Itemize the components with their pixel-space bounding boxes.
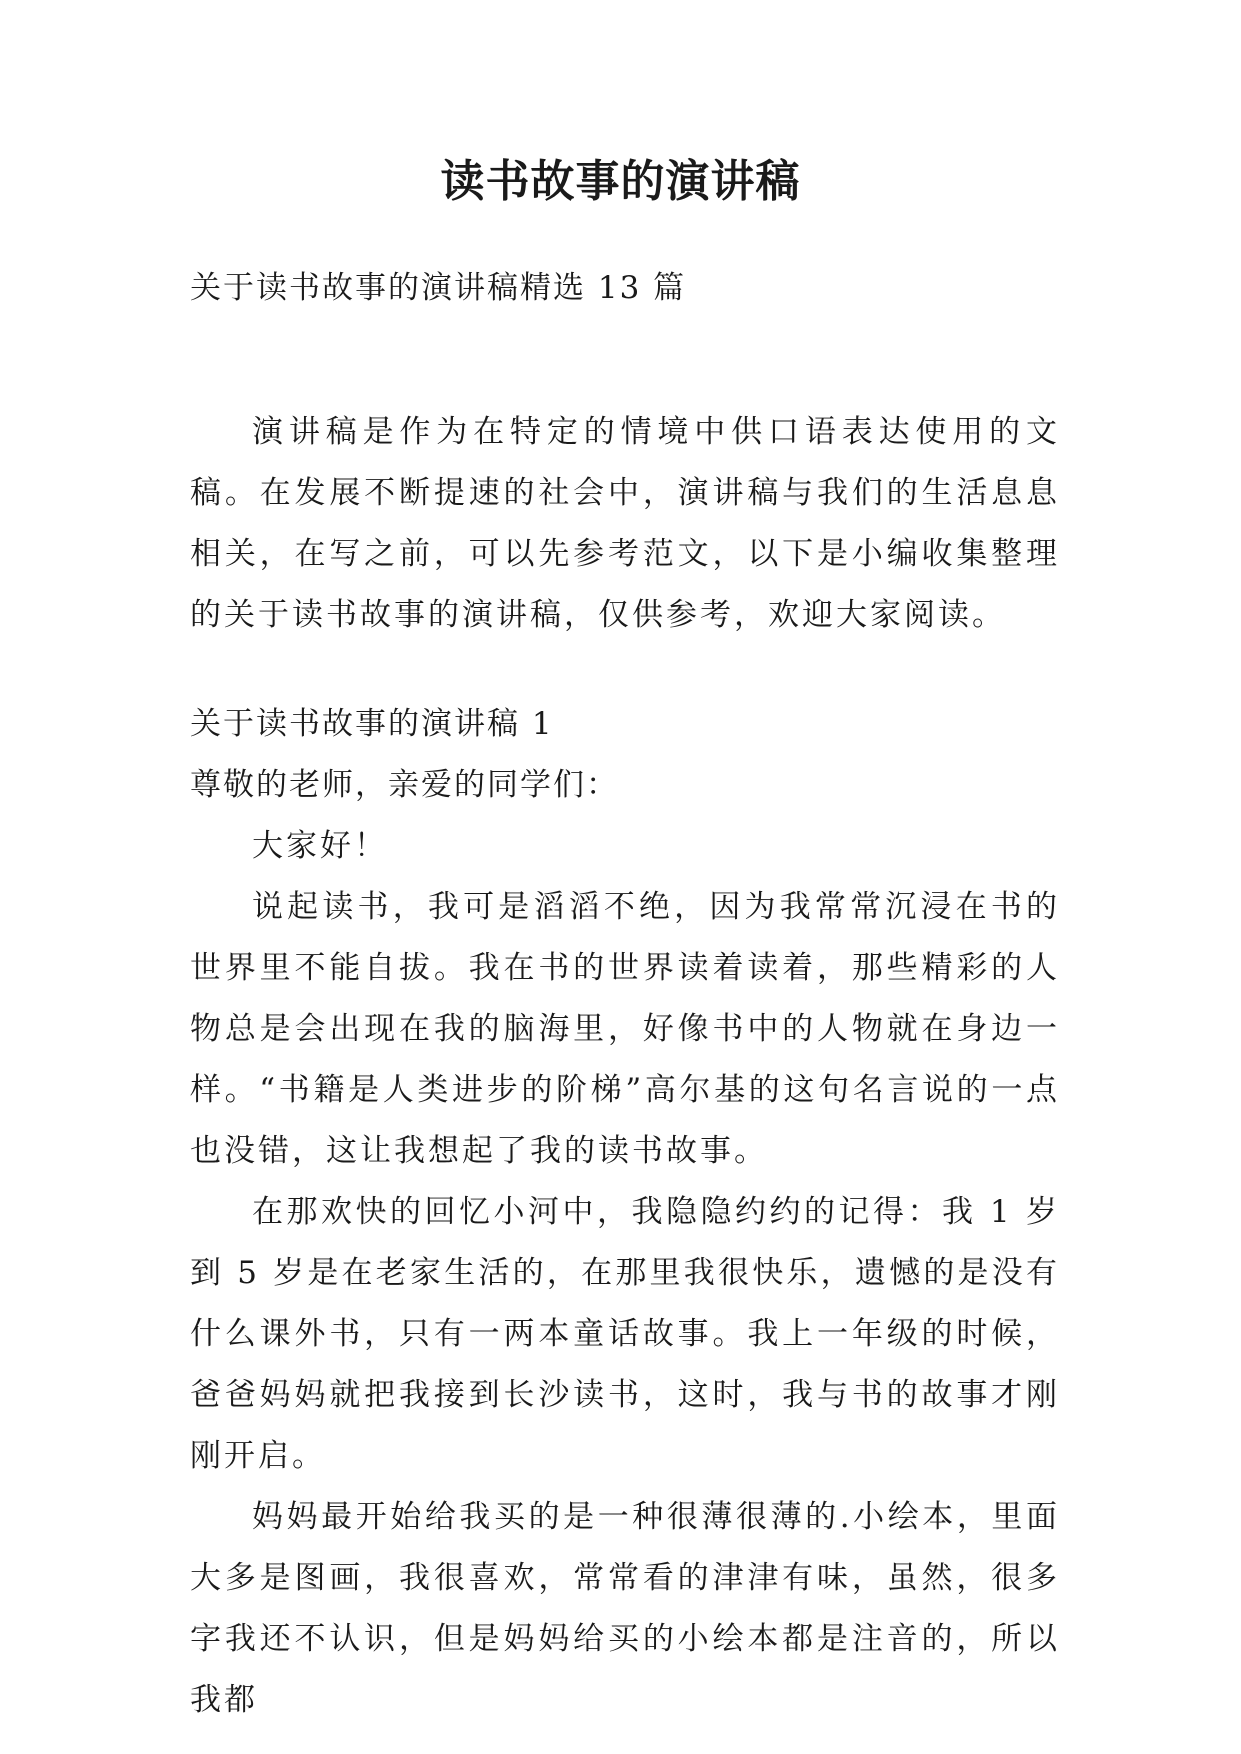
body-paragraph: 在那欢快的回忆小河中，我隐隐约约的记得：我 1 岁到 5 岁是在老家生活的，在那里我很快乐，遗憾的是没有什么课外书，只有一两本童话故事。我上一年级的时候，爸爸妈妈就把我接到长沙读书，这时，我与书的故事才刚刚开启。 <box>190 1194 1060 1474</box>
intro-paragraph: 演讲稿是作为在特定的情境中供口语表达使用的文稿。在发展不断提速的社会中，演讲稿与我们的生活息息相关，在写之前，可以先参考范文，以下是小编收集整理的关于读书故事的演讲稿，仅供参考，欢迎大家阅读。 <box>190 414 1060 633</box>
body-paragraph: 说起读书，我可是滔滔不绝，因为我常常沉浸在书的世界里不能自拔。我在书的世界读着读着，那些精彩的人物总是会出现在我的脑海里，好像书中的人物就在身边一样。“书籍是人类进步的阶梯”高尔基的这句名言说的一点也没错，这让我想起了我的读书故事。 <box>190 889 1060 1169</box>
salutation: 尊敬的老师，亲爱的同学们： <box>190 767 619 803</box>
body-paragraph: 妈妈最开始给我买的是一种很薄很薄的.小绘本，里面大多是图画，我很喜欢，常常看的津津有味，虽然，很多字我还不认识，但是妈妈给买的小绘本都是注音的，所以我都 <box>190 1499 1060 1718</box>
greeting: 大家好！ <box>252 828 388 864</box>
section-heading: 关于读书故事的演讲稿 1 <box>190 706 554 742</box>
document-subtitle: 关于读书故事的演讲稿精选 13 篇 <box>190 270 687 306</box>
speech-section-1 <box>190 694 1060 1731</box>
document-title: 读书故事的演讲稿 <box>440 156 801 207</box>
